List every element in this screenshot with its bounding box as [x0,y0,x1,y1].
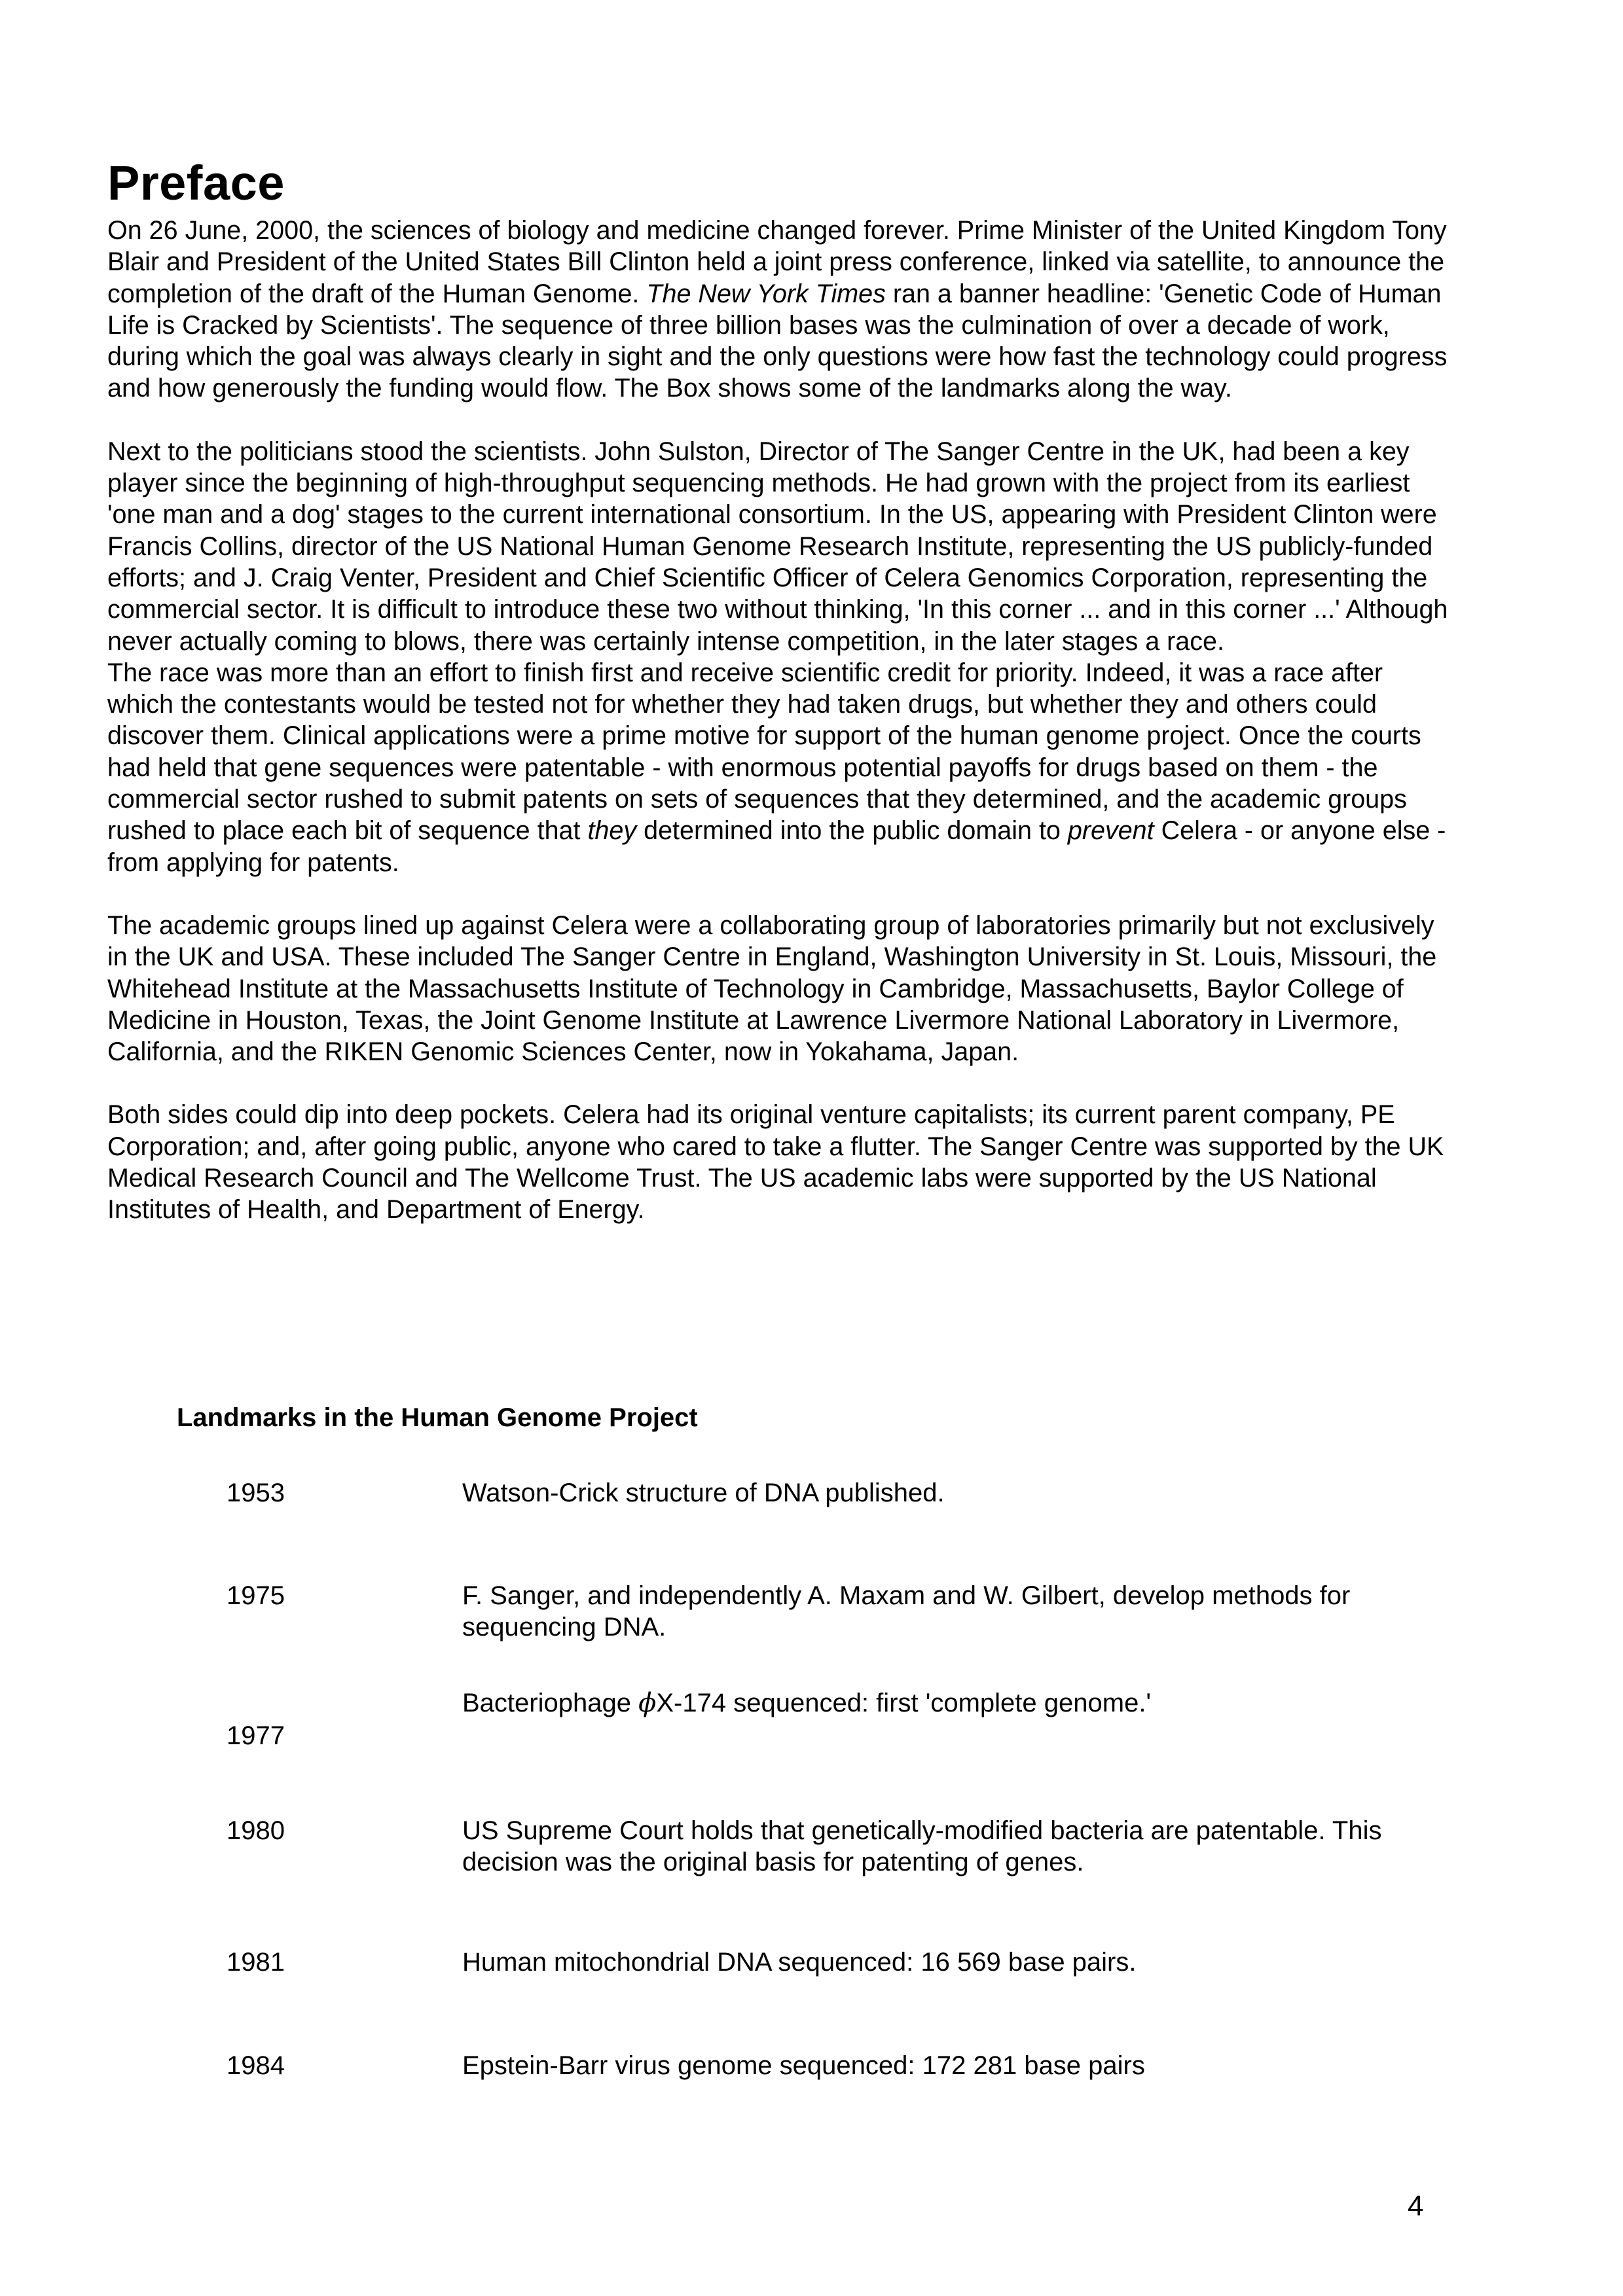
text-run: On 26 June, 2000, the sciences of biology and medicine changed forever. Prime Minister of the United Kingdom Tony Blair and President of the United States Bill Clinton held a joint press conference, linked via satellite, to announce the completion of the draft of the Human Genome. [107,216,1447,308]
landmark-year: 1953 [227,1479,285,1507]
landmark-event-prefix: Bacteriophage [462,1689,639,1717]
paragraph-2 [107,436,1456,657]
landmark-year: 1981 [227,1948,285,1977]
landmark-year: 1975 [227,1581,285,1610]
paragraph-5 [107,1099,1456,1225]
landmark-event: Watson-Crick structure of DNA published. [462,1479,945,1507]
landmark-event: F. Sanger, and independently A. Maxam and W. Gilbert, develop methods for sequencing DNA. [462,1581,1351,1641]
preface-body [107,215,1456,1226]
page-title: Preface [107,156,285,210]
text-run: ran a banner headline: 'Genetic Code of Human Life is Cracked by Scientists'. The sequence of three billion bases was the culmination of over a decade of work, during which the goal was always clearly in sight and the only questions were how fast the technology could progress and how generously the funding would flow. The Box shows some of the landmarks along the way. [107,279,1448,403]
landmark-year: 1984 [227,2051,285,2080]
text-run: The academic groups lined up against Celera were a collaborating group of laboratories primarily but not exclusively in the UK and USA. These included The Sanger Centre in England, Washington University in St. Louis, Missouri, the Whitehead Institute at the Massachusetts Institute of Technology in Cambridge, Massachusetts, Baylor College of Medicine in Houston, Texas, the Joint Genome Institute at Lawrence Livermore National Laboratory in Livermore, California, and the RIKEN Genomic Sciences Center, now in Yokahama, Japan. [107,910,1437,1067]
landmark-row [0,1477,1623,1543]
text-run: determined into the public domain to [636,816,1068,846]
landmarks-box-title: Landmarks in the Human Genome Project [177,1403,698,1432]
italic-text-run: prevent [1067,816,1154,846]
text-run: The race was more than an effort to finish first and receive scientific credit for priority. Indeed, it was a race after which the contestants would be tested not for whether they had taken drugs, but whether they and others could discover them. Clinical applications were a prime motive for support of the human genome project. Once the courts had held that gene sequences were patentable - with enormous potential payoffs for drugs based on them - the commercial sector rushed to submit patents on sets of sequences that they determined, and the academic groups rushed to place each bit of sequence that [107,658,1421,846]
landmark-year: 1977 [227,1721,285,1750]
landmark-event-suffix: X-174 sequenced: first 'complete genome.' [656,1689,1152,1717]
text-run: Celera - or anyone else - from applying for patents. [107,816,1446,877]
landmark-row [0,1815,1623,1880]
paragraph-4 [107,910,1456,1067]
landmark-row [0,1946,1623,2012]
landmark-event: Human mitochondrial DNA sequenced: 16 569 base pairs. [462,1948,1137,1977]
landmark-event: Epstein-Barr virus genome sequenced: 172 281 base pairs [462,2051,1145,2080]
italic-text-run: they [587,816,637,846]
italic-text-run: The New York Times [646,279,886,308]
landmark-year: 1980 [227,1816,285,1845]
landmark-row [0,1687,1623,1753]
paragraph-1 [107,215,1456,404]
landmark-row [0,1580,1623,1645]
landmark-event [462,1687,1457,1719]
landmark-row [0,2050,1623,2115]
paragraph-3 [107,657,1456,878]
phi-symbol: ϕ [638,1688,657,1718]
text-run: Both sides could dip into deep pockets. Celera had its original venture capitalists; its current parent company, PE Corporation; and, after going public, anyone who cared to take a flutter. The Sanger Centre was supported by the UK Medical Research Council and The Wellcome Trust. The US academic labs were supported by the US National Institutes of Health, and Department of Energy. [107,1100,1444,1225]
landmark-event: US Supreme Court holds that genetically-modified bacteria are patentable. This decision was the original basis for patenting of genes. [462,1816,1382,1876]
page-number: 4 [1408,2190,1424,2222]
text-run: Next to the politicians stood the scientists. John Sulston, Director of The Sanger Centre in the UK, had been a key player since the beginning of high-throughput sequencing methods. He had grown with the project from its earliest 'one man and a dog' stages to the current international consortium. In the US, appearing with President Clinton were Francis Collins, director of the US National Human Genome Research Institute, representing the US publicly-funded efforts; and J. Craig Venter, President and Chief Scientific Officer of Celera Genomics Corporation, representing the commercial sector. It is difficult to introduce these two without thinking, 'In this corner ... and in this corner ...' Although never actually coming to blows, there was certainly intense competition, in the later stages a race. [107,437,1448,656]
